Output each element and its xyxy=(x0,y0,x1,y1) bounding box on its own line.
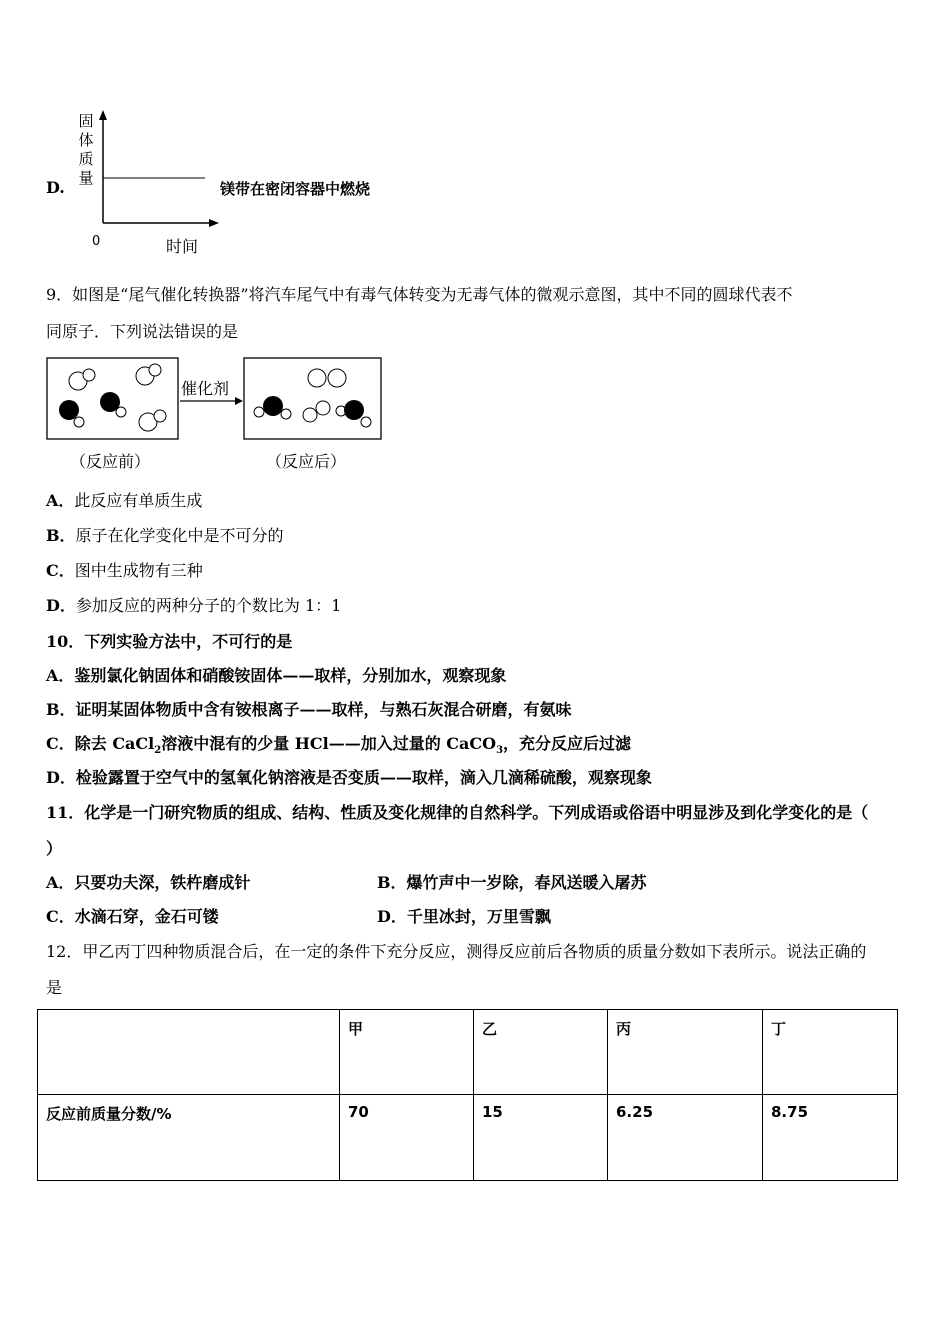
q10-option-a xyxy=(46,666,506,686)
table-header-cell xyxy=(38,1010,340,1095)
option-text: 千里冰封，万里雪飘 xyxy=(406,907,551,926)
y-axis-arrow xyxy=(99,110,107,120)
table-header-cell: 甲 xyxy=(340,1010,474,1095)
q9-option-d xyxy=(46,596,341,616)
option-letter: A． xyxy=(46,666,75,685)
q11-stem-line2: ） xyxy=(46,839,63,858)
molecule-atom xyxy=(154,410,166,422)
molecule-atom xyxy=(149,364,161,376)
x-axis-label: 时间 xyxy=(166,237,199,256)
q12-stem-line1: 12．甲乙丙丁四种物质混合后，在一定的条件下充分反应，测得反应前后各物质的质量分数如下表所示。说法正确的 xyxy=(46,942,867,961)
catalyst-label: 催化剂 xyxy=(181,379,230,398)
q9-option-b xyxy=(46,526,284,546)
molecule-atom-dark xyxy=(59,400,79,420)
option-letter: A． xyxy=(46,873,75,892)
option-letter: D． xyxy=(377,907,407,926)
option-text: 证明某固体物质中含有铵根离子——取样，与熟石灰混合研磨，有氨味 xyxy=(75,700,572,719)
table-cell: 8.75 xyxy=(763,1095,898,1181)
q8-option-d-caption: 镁带在密闭容器中燃烧 xyxy=(220,180,371,198)
before-label: （反应前） xyxy=(70,452,151,471)
q11-option-c xyxy=(46,907,219,927)
molecule-atom xyxy=(328,369,346,387)
option-letter: D． xyxy=(46,768,76,787)
q11-option-a xyxy=(46,873,250,893)
graph-origin-label: 0 xyxy=(92,234,101,249)
subscript: 2 xyxy=(154,745,162,757)
molecule-atom xyxy=(308,369,326,387)
q9-stem-line1: 9．如图是“尾气催化转换器”将汽车尾气中有毒气体转变为无毒气体的微观示意图，其中不同的圆球代表不 xyxy=(46,285,793,304)
option-letter: C． xyxy=(46,907,75,926)
option-letter: C． xyxy=(46,734,75,753)
option-text: 检验露置于空气中的氢氧化钠溶液是否变质——取样，滴入几滴稀硫酸，观察现象 xyxy=(75,768,652,787)
y-axis-label xyxy=(77,112,95,188)
subscript: 3 xyxy=(496,745,504,757)
after-label: （反应后） xyxy=(266,452,347,471)
table-header-row xyxy=(38,1010,898,1095)
q10-option-b xyxy=(46,700,572,720)
table-cell: 70 xyxy=(340,1095,474,1181)
option-text: 原子在化学变化中是不可分的 xyxy=(75,526,284,545)
option-text: 爆竹声中一岁除，春风送暖入屠苏 xyxy=(406,873,647,892)
y-axis-label-char: 量 xyxy=(78,169,94,187)
q11-option-b xyxy=(377,873,647,893)
q9-stem-line2: 同原子．下列说法错误的是 xyxy=(46,322,239,341)
q9-option-a xyxy=(46,491,202,511)
reaction-arrow-head xyxy=(235,397,243,405)
table-header-cell: 丁 xyxy=(763,1010,898,1095)
q12-stem-line2: 是 xyxy=(46,978,63,997)
option-text: 图中生成物有三种 xyxy=(74,561,203,580)
option-text-part: 除去 CaCl xyxy=(74,734,155,753)
option-text: 参加反应的两种分子的个数比为 1：1 xyxy=(75,596,342,615)
molecule-atom xyxy=(281,409,291,419)
molecule-atom xyxy=(116,407,126,417)
x-axis-arrow xyxy=(209,219,219,227)
option-text: 鉴别氯化钠固体和硝酸铵固体——取样，分别加水，观察现象 xyxy=(74,666,507,685)
option-text-part: ，充分反应后过滤 xyxy=(503,734,632,753)
table-cell: 6.25 xyxy=(608,1095,763,1181)
molecule-atom xyxy=(254,407,264,417)
option-text-part: 溶液中混有的少量 HCl——加入过量的 CaCO xyxy=(161,734,497,753)
y-axis-label-char: 固 xyxy=(78,112,94,130)
option-text: 此反应有单质生成 xyxy=(74,491,203,510)
q12-data-table xyxy=(37,1009,898,1181)
molecule-atom xyxy=(74,417,84,427)
molecule-atom xyxy=(316,401,330,415)
q11-stem-line1: 11．化学是一门研究物质的组成、结构、性质及变化规律的自然科学。下列成语或俗语中明显涉及到化学变化的是（ xyxy=(46,803,869,822)
q9-option-c xyxy=(46,561,203,581)
option-letter: C． xyxy=(46,561,75,580)
table-row xyxy=(38,1095,898,1181)
option-letter: B． xyxy=(46,700,76,719)
table-cell: 15 xyxy=(474,1095,608,1181)
molecule-atom xyxy=(361,417,371,427)
q10-stem: 10．下列实验方法中，不可行的是 xyxy=(46,632,293,651)
molecule-atom xyxy=(83,369,95,381)
table-header-cell: 丙 xyxy=(608,1010,763,1095)
q11-option-d xyxy=(377,907,551,927)
option-letter: B． xyxy=(377,873,407,892)
q10-option-d xyxy=(46,768,652,788)
molecule-atom-dark xyxy=(263,396,283,416)
option-letter: B． xyxy=(46,526,76,545)
option-letter: D． xyxy=(46,596,76,615)
option-letter: A． xyxy=(46,491,75,510)
table-cell: 反应前质量分数/% xyxy=(38,1095,340,1181)
option-text: 水滴石穿，金石可镂 xyxy=(74,907,219,926)
molecule-atom xyxy=(303,408,317,422)
option-text: 只要功夫深，铁杵磨成针 xyxy=(74,873,251,892)
q8-option-d-letter: D. xyxy=(46,178,65,197)
q10-option-c xyxy=(46,734,631,761)
y-axis-label-char: 体 xyxy=(78,131,94,149)
y-axis-label-char: 质 xyxy=(78,150,94,168)
table-header-cell: 乙 xyxy=(474,1010,608,1095)
molecule-atom-dark xyxy=(344,400,364,420)
q9-reaction-diagram xyxy=(46,356,386,446)
